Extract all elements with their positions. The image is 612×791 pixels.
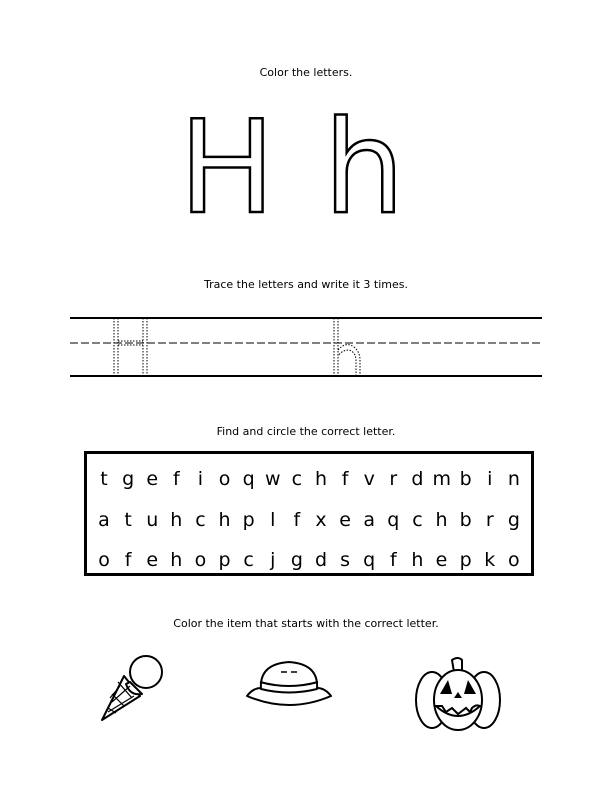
grid-letter[interactable]: h xyxy=(314,468,327,490)
grid-letter[interactable]: c xyxy=(195,509,206,531)
dotted-lowercase-trace xyxy=(334,318,360,376)
grid-letter[interactable]: n xyxy=(507,468,520,490)
grid-letter[interactable]: o xyxy=(218,468,231,490)
grid-letter[interactable]: a xyxy=(363,509,376,531)
lowercase-outline-letter: h xyxy=(323,112,405,222)
grid-letter[interactable]: e xyxy=(435,549,448,571)
grid-letter[interactable]: w xyxy=(264,468,281,490)
bucket-hat-icon[interactable] xyxy=(243,656,335,718)
instruction-find: Find and circle the correct letter. xyxy=(216,425,396,438)
grid-letter[interactable]: q xyxy=(387,509,400,531)
grid-letter[interactable]: d xyxy=(411,468,424,490)
grid-letter[interactable]: k xyxy=(484,549,496,571)
instruction-color-letters: Color the letters. xyxy=(259,66,353,79)
grid-letter[interactable]: c xyxy=(243,549,254,571)
dotted-uppercase-trace xyxy=(114,318,147,376)
grid-letter[interactable]: a xyxy=(98,509,110,531)
grid-letter[interactable]: g xyxy=(290,549,303,571)
instruction-trace: Trace the letters and write it 3 times. xyxy=(204,278,408,291)
grid-letter[interactable]: p xyxy=(242,509,255,531)
grid-letter[interactable]: b xyxy=(459,509,472,531)
jack-o-lantern-icon[interactable] xyxy=(414,656,502,732)
grid-letter[interactable]: q xyxy=(363,549,376,571)
letter-row-2 xyxy=(89,505,529,535)
grid-letter[interactable]: t xyxy=(124,509,132,531)
letter-search-box xyxy=(84,451,534,576)
grid-letter[interactable]: f xyxy=(293,509,301,531)
grid-letter[interactable]: h xyxy=(435,509,448,531)
grid-letter[interactable]: h xyxy=(170,549,183,571)
grid-letter[interactable]: i xyxy=(487,468,493,490)
grid-letter[interactable]: o xyxy=(508,549,520,571)
grid-letter[interactable]: f xyxy=(389,549,397,571)
grid-letter[interactable]: e xyxy=(146,549,159,571)
grid-letter[interactable]: o xyxy=(194,549,207,571)
grid-letter[interactable]: c xyxy=(291,468,303,490)
instruction-color-item: Color the item that starts with the correct letter. xyxy=(173,617,439,630)
grid-letter[interactable]: g xyxy=(507,509,520,531)
grid-letter[interactable]: v xyxy=(363,468,375,490)
grid-letter[interactable]: h xyxy=(411,549,424,571)
grid-letter[interactable]: u xyxy=(146,509,159,531)
grid-letter[interactable]: r xyxy=(389,468,398,490)
letter-row-3 xyxy=(89,545,529,575)
grid-letter[interactable]: x xyxy=(315,509,327,531)
grid-letter[interactable]: l xyxy=(270,509,276,531)
grid-letter[interactable]: e xyxy=(146,468,159,490)
grid-letter[interactable]: p xyxy=(218,549,231,571)
grid-letter[interactable]: s xyxy=(340,549,351,571)
grid-letter[interactable]: b xyxy=(459,468,472,490)
grid-letter[interactable]: t xyxy=(100,468,108,490)
uppercase-outline-letter: H xyxy=(178,112,276,222)
grid-letter[interactable]: f xyxy=(341,468,349,490)
letter-row-1 xyxy=(89,464,529,494)
grid-letter[interactable]: j xyxy=(270,549,276,571)
outlined-letters xyxy=(0,112,612,222)
grid-letter[interactable]: g xyxy=(122,468,135,490)
grid-letter[interactable]: m xyxy=(432,468,452,490)
tracing-lines xyxy=(70,314,542,380)
ice-cream-cone-icon[interactable] xyxy=(96,652,172,724)
grid-letter[interactable]: q xyxy=(242,468,255,490)
grid-letter[interactable]: e xyxy=(339,509,351,531)
grid-letter[interactable]: p xyxy=(459,549,472,571)
grid-letter[interactable]: f xyxy=(172,468,180,490)
grid-letter[interactable]: h xyxy=(170,509,183,531)
grid-letter[interactable]: h xyxy=(218,509,231,531)
grid-letter[interactable]: c xyxy=(412,509,423,531)
grid-letter[interactable]: f xyxy=(124,549,132,571)
grid-letter[interactable]: r xyxy=(485,509,494,531)
grid-letter[interactable]: d xyxy=(314,549,328,571)
grid-letter[interactable]: i xyxy=(197,468,204,490)
grid-letter[interactable]: o xyxy=(98,549,110,571)
